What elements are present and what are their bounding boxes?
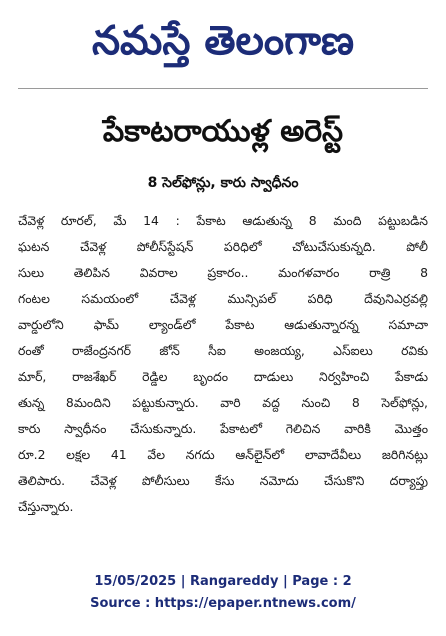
article-body-line: రంతో రాజేంద్రనగర్ జోన్ సీఐ అంజయ్య, ఎస్‌ఐలు రవికు xyxy=(18,343,428,358)
article-headline: పేకాటరాయుళ్ల అరెస్ట్ xyxy=(102,114,344,149)
edition-info: 15/05/2025 | Rangareddy | Page : 2 xyxy=(94,574,352,589)
article-body-line: వార్డులోని ఫామ్ ల్యాండ్‌లో పేకాట ఆడుతున్నారన్న సమాచా xyxy=(18,317,428,332)
article-subheadline: 8 సెల్‌ఫోన్లు, కారు స్వాధీనం xyxy=(147,175,299,191)
article-body-line: ఘటన చేవెళ్ల పోలీస్‌స్టేషన్ పరిధిలో చోటుచేసుకున్నది. పోలీ xyxy=(18,239,428,254)
article-body-line: తెలిపారు. చేవెళ్ల పోలీసులు కేసు నమోదు చేసుకొని దర్యాప్తు xyxy=(18,473,428,488)
article-body-line: గంటల సమయంలో చేవెళ్ల మున్సిపల్ పరిధి దేవునిఎర్రవల్లి xyxy=(18,291,428,306)
article-body-line: చేవెళ్ల రూరల్, మే 14 : పేకాట ఆడుతున్న 8 మంది పట్టుబడిన xyxy=(18,213,428,228)
article-body-line: మార్, రాజశేఖర్ రెడ్డిల బృందం దాడులు నిర్వహించి పేకాడు xyxy=(18,369,428,384)
source-link[interactable]: Source : https://epaper.ntnews.com/ xyxy=(90,596,356,611)
article-body-line: రూ.2 లక్షల 41 వేల నగదు ఆన్‌లైన్‌లో లావాదేవీలు జరిగినట్లు xyxy=(18,447,428,462)
article-body-line: తున్న 8మందిని పట్టుకున్నారు. వారి వద్ద నుంచి 8 సెల్‌ఫోన్లు, xyxy=(18,395,428,410)
article-body xyxy=(18,208,428,520)
article-body-line: సులు తెలిపిన వివరాల ప్రకారం.. మంగళవారం రాత్రి 8 xyxy=(18,265,428,280)
article-body-line: చేస్తున్నారు. xyxy=(18,499,74,514)
masthead-divider xyxy=(18,88,428,89)
article-body-line: కారు స్వాధీనం చేసుకున్నారు. పేకాటలో గెలిచిన వారికి మొత్తం xyxy=(18,421,428,436)
newspaper-masthead: నమస్తే తెలంగాణ xyxy=(91,18,355,64)
